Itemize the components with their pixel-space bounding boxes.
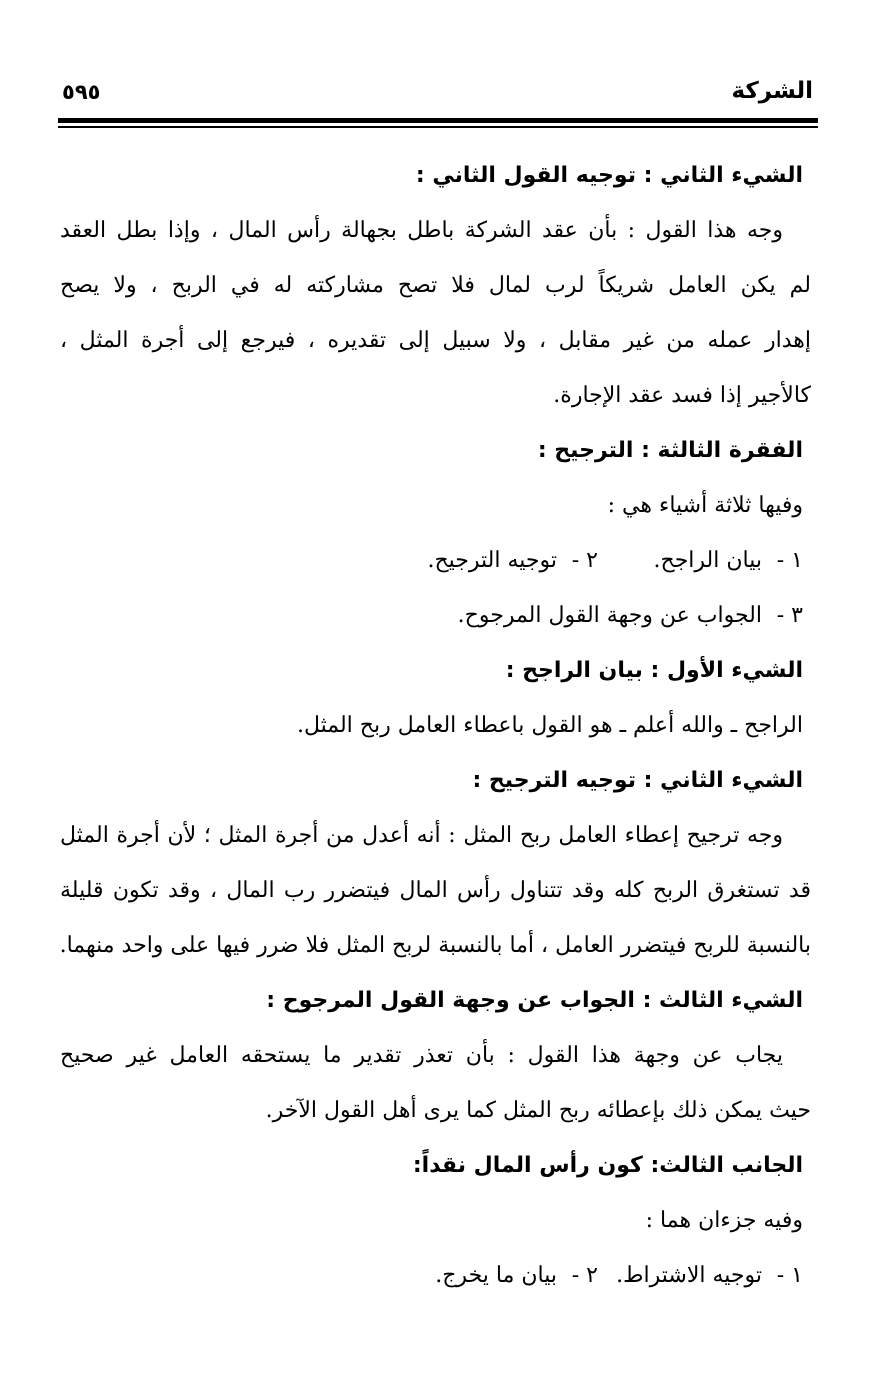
paragraph-line: الراجح ـ والله أعلم ـ هو القول باعطاء العامل ربح المثل. <box>296 713 803 738</box>
page-number: ٥٩٥ <box>62 80 101 104</box>
heading-third-paragraph: الفقرة الثالثة : الترجيح : <box>537 438 803 463</box>
list-item <box>598 1248 803 1303</box>
paragraph-line: يجاب عن وجهة هذا القول : بأن تعذر تقدير ما يستحقه العامل غير صحيح <box>60 1043 783 1068</box>
paragraph-line: وفيها ثلاثة أشياء هي : <box>607 493 803 518</box>
list-text: توجيه الاشتراط. <box>616 1263 762 1288</box>
paragraph-line: بالنسبة للربح فيتضرر العامل ، أما بالنسبة لربح المثل فلا ضرر فيها على واحد منهما. <box>60 933 811 958</box>
page-header <box>58 78 815 112</box>
list-item <box>60 588 811 643</box>
heading-third-aspect: الجانب الثالث: كون رأس المال نقداً: <box>412 1153 803 1178</box>
paragraph-line: حيث يمكن ذلك بإعطائه ربح المثل كما يرى أهل القول الآخر. <box>265 1098 811 1123</box>
list-item <box>435 1248 598 1303</box>
header-rule-thick <box>58 118 818 123</box>
heading-second-thing-2: الشيء الثاني : توجيه الترجيح : <box>472 768 803 793</box>
paragraph-line: إهدار عمله من غير مقابل ، ولا سبيل إلى تقديره ، فيرجع إلى أجرة المثل ، <box>60 328 811 353</box>
list-row <box>60 533 811 588</box>
list-item <box>598 533 803 588</box>
list-text: بيان الراجح. <box>653 548 762 573</box>
heading-third-thing: الشيء الثالث : الجواب عن وجهة القول المرجوح : <box>266 988 803 1013</box>
list-number: ٢ - <box>571 548 598 573</box>
running-title: الشركة <box>731 78 813 104</box>
heading-first-thing: الشيء الأول : بيان الراجح : <box>505 658 803 683</box>
paragraph-line: وفيه جزءان هما : <box>645 1208 803 1233</box>
list-text: الجواب عن وجهة القول المرجوح. <box>457 603 762 628</box>
list-text: بيان ما يخرج. <box>435 1263 557 1288</box>
list-number: ٣ - <box>776 603 803 628</box>
header-rule-thin <box>58 126 818 128</box>
heading-second-thing: الشيء الثاني : توجيه القول الثاني : <box>415 163 803 188</box>
paragraph-line: وجه ترجيح إعطاء العامل ربح المثل : أنه أعدل من أجرة المثل ؛ لأن أجرة المثل <box>60 823 783 848</box>
page-body <box>60 148 811 1303</box>
list-text: توجيه الترجيح. <box>427 548 557 573</box>
paragraph-line: قد تستغرق الربح كله وقد تتناول رأس المال فيتضرر رب المال ، وقد تكون قليلة <box>60 878 811 903</box>
list-row <box>60 1248 811 1303</box>
paragraph-line: لم يكن العامل شريكاً لرب لمال فلا تصح مشاركته له في الربح ، ولا يصح <box>60 273 811 298</box>
paragraph-line: وجه هذا القول : بأن عقد الشركة باطل بجهالة رأس المال ، وإذا بطل العقد <box>60 218 783 243</box>
list-number: ١ - <box>776 548 803 573</box>
list-item <box>427 533 598 588</box>
list-number: ١ - <box>776 1263 803 1288</box>
list-number: ٢ - <box>571 1263 598 1288</box>
paragraph-line: كالأجير إذا فسد عقد الإجارة. <box>553 383 811 408</box>
